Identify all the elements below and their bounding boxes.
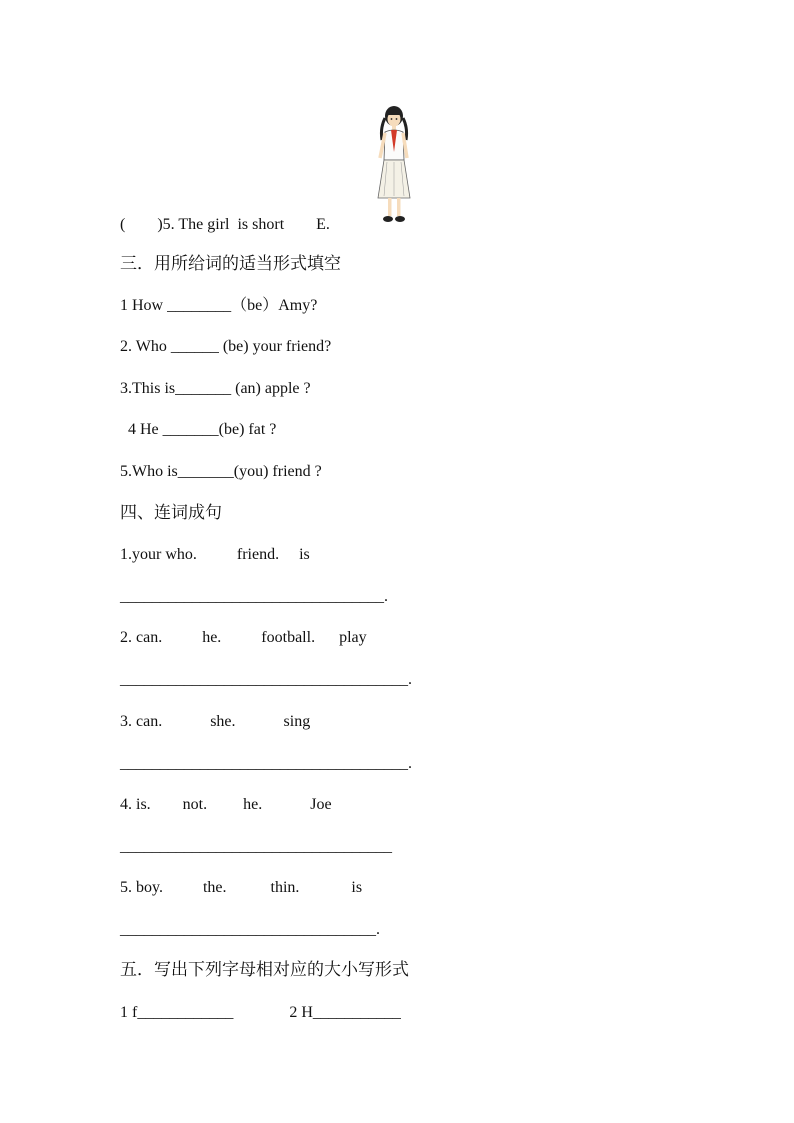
section-5-title: 五．写出下列字母相对应的大小写形式 xyxy=(120,960,409,980)
section-3-item-3: 3.This is_______ (an) apple ? xyxy=(120,380,311,397)
section-4-item-2-answer: ____________________________________. xyxy=(120,671,412,688)
section-4-title: 四、连词成句 xyxy=(120,503,222,523)
section-4-item-4-words: 4. is. not. he. Joe xyxy=(120,796,332,813)
answer-paren: ( ) xyxy=(120,216,163,233)
section-4-item-1-words: 1.your who. friend. is xyxy=(120,546,310,563)
section-3-item-1: 1 How ________（be）Amy? xyxy=(120,297,318,314)
section-4-item-4-answer: __________________________________ xyxy=(120,838,392,855)
section-4-item-3-words: 3. can. she. sing xyxy=(120,713,311,730)
section-3-title: 三．用所给词的适当形式填空 xyxy=(120,254,341,274)
section-4-item-1-answer: _________________________________. xyxy=(120,588,388,605)
section-4-item-3-answer: ____________________________________. xyxy=(120,755,412,772)
section-4-item-2-words: 2. can. he. football. play xyxy=(120,629,367,646)
section-4-item-5-words: 5. boy. the. thin. is xyxy=(120,879,363,896)
question-5-row xyxy=(120,215,330,235)
section-4-item-5-answer: ________________________________. xyxy=(120,921,380,938)
question-5-text: 5. The girl is short E. xyxy=(162,216,330,233)
section-3-item-5: 5.Who is_______(you) friend ? xyxy=(120,463,322,480)
section-3-item-2: 2. Who ______ (be) your friend? xyxy=(120,338,332,355)
section-5-items: 1 f____________ 2 H___________ xyxy=(120,1004,401,1021)
section-3-item-4: 4 He _______(be) fat ? xyxy=(120,421,277,438)
girl-illustration xyxy=(372,102,414,226)
